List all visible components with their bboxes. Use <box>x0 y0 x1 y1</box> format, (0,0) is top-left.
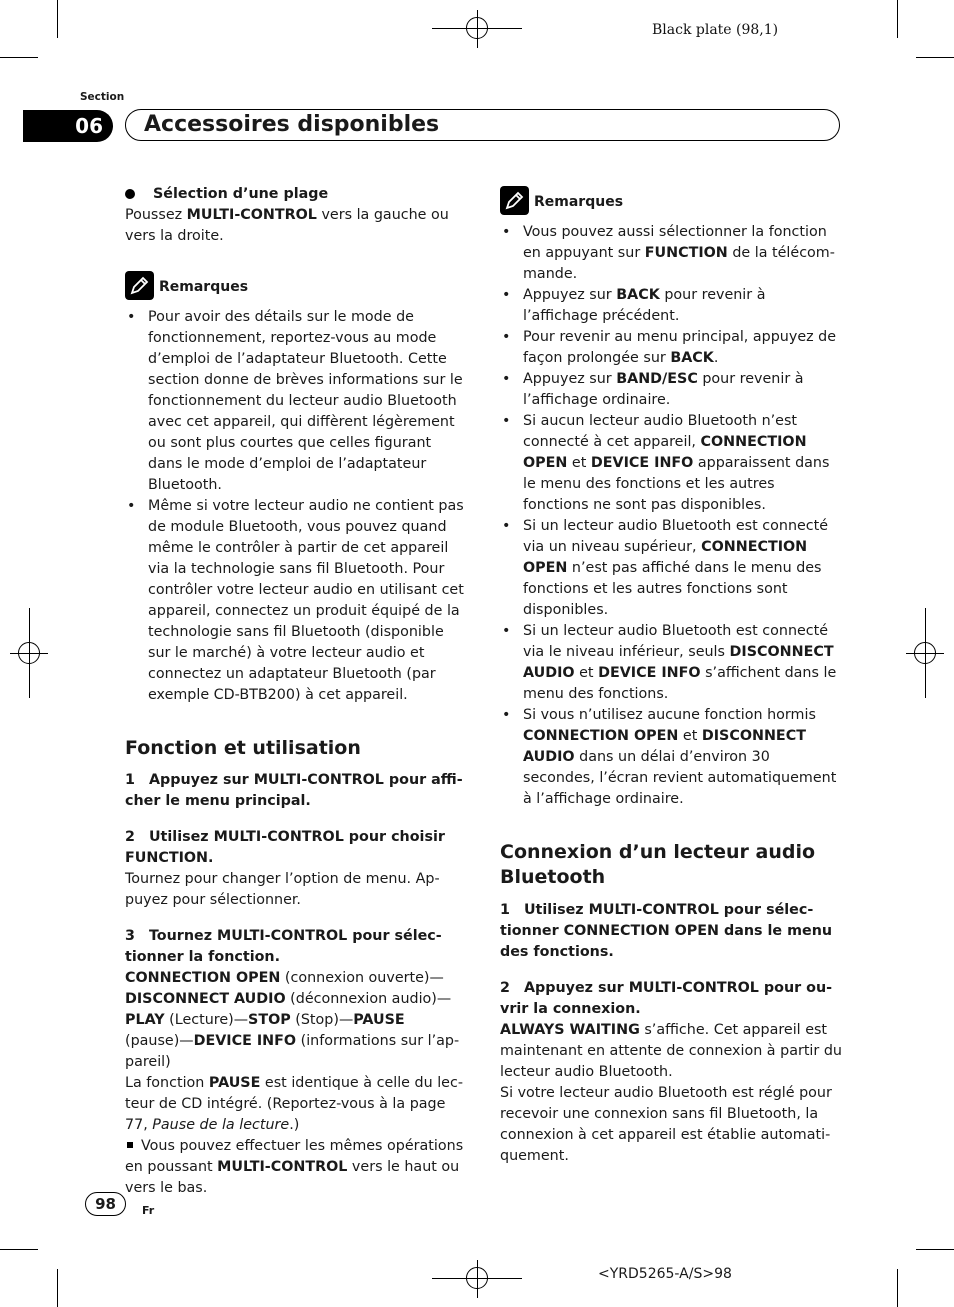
step-1: 1 Appuyez sur MULTI-CONTROL pour afficher le menu principal. <box>125 772 463 809</box>
step-3: 3 Tournez MULTI-CONTROL pour sélectionner la fonction. <box>125 928 442 965</box>
note-item: • Vous pouvez aussi sélectionner la fonction en appuyant sur FUNCTION de la télécommande. <box>500 222 842 285</box>
notes-list <box>500 222 842 810</box>
note-item: • Pour revenir au menu principal, appuyez de façon prolongée sur BACK. <box>500 327 842 369</box>
bullet-text: Poussez MULTI-CONTROL vers la gauche ou vers la droite. <box>125 207 449 244</box>
section-title: Accessoires disponibles <box>125 109 840 141</box>
right-column <box>500 186 842 1167</box>
note-item: • Appuyez sur BAND/ESC pour revenir à l’affichage ordinaire. <box>500 369 842 411</box>
crop-mark <box>57 1269 58 1307</box>
language-label: Fr <box>142 1204 155 1217</box>
pencil-icon <box>125 271 154 300</box>
plate-label: Black plate (98,1) <box>652 22 779 38</box>
notes-header <box>125 271 467 301</box>
notes-header <box>500 186 842 216</box>
pencil-icon <box>500 186 529 215</box>
section-number: 06 <box>23 110 113 142</box>
registration-circle <box>466 1267 488 1289</box>
step-2: 2 Utilisez MULTI-CONTROL pour choisir FUNCTION. <box>125 829 445 866</box>
note-item: • Appuyez sur BACK pour revenir à l’affichage précédent. <box>500 285 842 327</box>
crop-mark <box>897 1269 898 1307</box>
notes-label: Remarques <box>534 194 624 210</box>
registration-circle <box>466 17 488 39</box>
heading-fonction: Fonction et utilisation <box>125 737 361 759</box>
crop-mark <box>897 0 898 38</box>
registration-circle <box>914 642 936 664</box>
note-item: • Si vous n’utilisez aucune fonction hormis CONNECTION OPEN et DISCONNECT AUDIO dans un délai d’environ 30 secondes, l’écran revient automatiquement à l’affichage ordinaire. <box>500 705 842 810</box>
bullet-title: Sélection d’une plage <box>153 186 329 202</box>
notes-label: Remarques <box>159 279 249 295</box>
note-item: • Même si votre lecteur audio ne contient pas de module Bluetooth, vous pouvez quand même le contrôler à partir de cet appareil via la technologie sans fil Bluetooth. Pour contrôler votre lecteur audio en utilisant cet appareil, connectez un produit équipé de la technologie sans fil Bluetooth (disponible sur le marché) à votre lecteur audio et connectez un adaptateur Bluetooth (par exemple CD-BTB200) à cet appareil. <box>125 496 467 706</box>
crop-mark <box>916 57 954 58</box>
step-2-body-extra: Si votre lecteur audio Bluetooth est réglé pour recevoir une connexion sans fil Bluetooth, la connexion à cet appareil est établie automatiquement. <box>500 1085 832 1164</box>
crop-mark <box>0 1249 38 1250</box>
step-2: 2 Appuyez sur MULTI-CONTROL pour ouvrir la connexion. <box>500 980 833 1017</box>
registration-circle <box>18 642 40 664</box>
crop-mark <box>57 0 58 38</box>
crop-mark <box>916 1249 954 1250</box>
pause-note: La fonction PAUSE est identique à celle du lecteur de CD intégré. (Reportez-vous à la page 77, Pause de la lecture.) <box>125 1075 464 1133</box>
note-item: • Si aucun lecteur audio Bluetooth n’est connecté à cet appareil, CONNECTION OPEN et DEVICE INFO apparaissent dans le menu des fonctions et les autres fonctions ne sont pas disponibles. <box>500 411 842 516</box>
square-note: Vous pouvez effectuer les mêmes opérations en poussant MULTI-CONTROL vers le haut ou vers le bas. <box>125 1138 464 1196</box>
left-column <box>125 184 467 1199</box>
square-bullet-icon <box>127 1142 133 1148</box>
step-3-body: CONNECTION OPEN (connexion ouverte)— DISCONNECT AUDIO (déconnexion audio)— PLAY (Lecture)—STOP (Stop)—PAUSE (pause)—DEVICE INFO (informations sur l’appareil) <box>125 970 460 1070</box>
document-code: <YRD5265-A/S>98 <box>598 1266 732 1282</box>
step-2-body: ALWAYS WAITING s’affiche. Cet appareil est maintenant en attente de connexion à partir du lecteur audio Bluetooth. <box>500 1022 842 1080</box>
step-1: 1 Utilisez MULTI-CONTROL pour sélectionner CONNECTION OPEN dans le menu des fonctions. <box>500 902 833 960</box>
bullet-heading <box>125 184 467 205</box>
step-2-body: Tournez pour changer l’option de menu. Appuyez pour sélectionner. <box>125 871 440 908</box>
bullet-dot-icon <box>125 189 135 199</box>
page-number: 98 <box>85 1192 126 1216</box>
note-item: • Si un lecteur audio Bluetooth est connecté via le niveau inférieur, seuls DISCONNECT AUDIO et DEVICE INFO s’affichent dans le menu des fonctions. <box>500 621 842 705</box>
section-label: Section <box>80 91 125 103</box>
notes-list <box>125 307 467 706</box>
heading-connexion: Connexion d’un lecteur audio Bluetooth <box>500 841 816 888</box>
note-item: • Pour avoir des détails sur le mode de fonctionnement, reportez-vous au mode d’emploi de l’adaptateur Bluetooth. Cette section donne de brèves informations sur le fonctionnement du lecteur audio Bluetooth avec cet appareil, qui diffèrent légèrement ou sont plus courtes que celles figurant dans le mode d’emploi de l’adaptateur Bluetooth. <box>125 307 467 496</box>
crop-mark <box>0 57 38 58</box>
note-item: • Si un lecteur audio Bluetooth est connecté via un niveau supérieur, CONNECTION OPEN n’est pas affiché dans le menu des fonctions et les autres fonctions sont disponibles. <box>500 516 842 621</box>
